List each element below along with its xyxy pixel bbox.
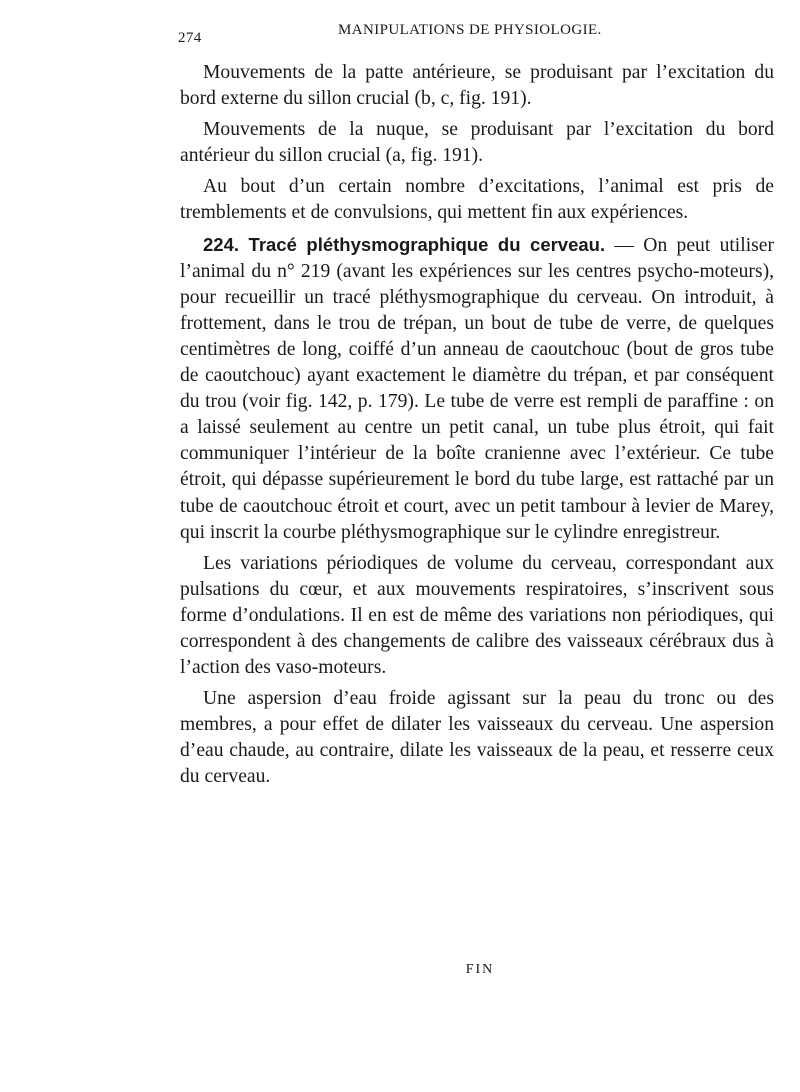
paragraph-periodic-variations: Les variations périodiques de volume du cerveau, correspondant aux pulsations du cœur, et aux mouvements respiratoires, s’inscrivent sous forme d’ondulations. Il en est de même des variations non périodiques, qui correspondent à des changements de calibre des vaisseaux cérébraux dus à l’action des vaso-moteurs. bbox=[180, 552, 774, 679]
page-number: 274 bbox=[178, 30, 202, 46]
paragraph-water-aspersion: Une aspersion d’eau froide agissant sur la peau du tronc ou des membres, a pour effet de dilater les vaisseaux du cerveau. Une aspersion d’eau chaude, au contraire, dilate les vaisseaux de la peau, et resserre ceux du cerveau. bbox=[180, 688, 774, 788]
section-heading: 224. Tracé pléthysmographique du cerveau. bbox=[203, 233, 606, 255]
end-mark: FIN bbox=[465, 962, 495, 977]
paragraph-forelimb-movements: Mouvements de la patte antérieure, se produisant par l’excitation du bord externe du sillon crucial (b, c, fig. 191). bbox=[180, 62, 774, 110]
section-224-text: — On peut utiliser l’animal du n° 219 (avant les expériences sur les centres psycho-moteurs), pour recueillir un tracé pléthysmographique du cerveau. On introduit, à frottement, dans le trou de trépan, un bout de tube de verre, de quelques centimètres de long, coiffé d’un anneau de caoutchouc (bout de gros tube de caoutchouc) ayant exactement le diamètre du trépan, et par conséquent du trou (voir fig. 142, p. 179). Le tube de verre est rempli de paraffine : on a laissé seulement au centre un petit canal, un tube plus étroit, qui fait communiquer l’intérieur de la boîte cranienne avec l’extérieur. Ce tube étroit, qui dépasse supérieurement le bord du tube large, est rattaché par un tube de caoutchouc étroit et court, avec un petit tambour à levier de Marey, qui inscrit la courbe pléthysmographique sur le cylindre enregistreur. bbox=[180, 234, 774, 543]
running-head bbox=[178, 22, 778, 46]
paragraph-convulsions: Au bout d’un certain nombre d’excitations, l’animal est pris de tremblements et de convulsions, qui mettent fin aux expériences. bbox=[180, 176, 774, 224]
paragraph-section-224 bbox=[180, 232, 774, 546]
body-text bbox=[180, 60, 774, 791]
running-title: MANIPULATIONS DE PHYSIOLOGIE. bbox=[338, 22, 602, 38]
paragraph-neck-movements: Mouvements de la nuque, se produisant par l’excitation du bord antérieur du sillon crucial (a, fig. 191). bbox=[180, 119, 774, 167]
